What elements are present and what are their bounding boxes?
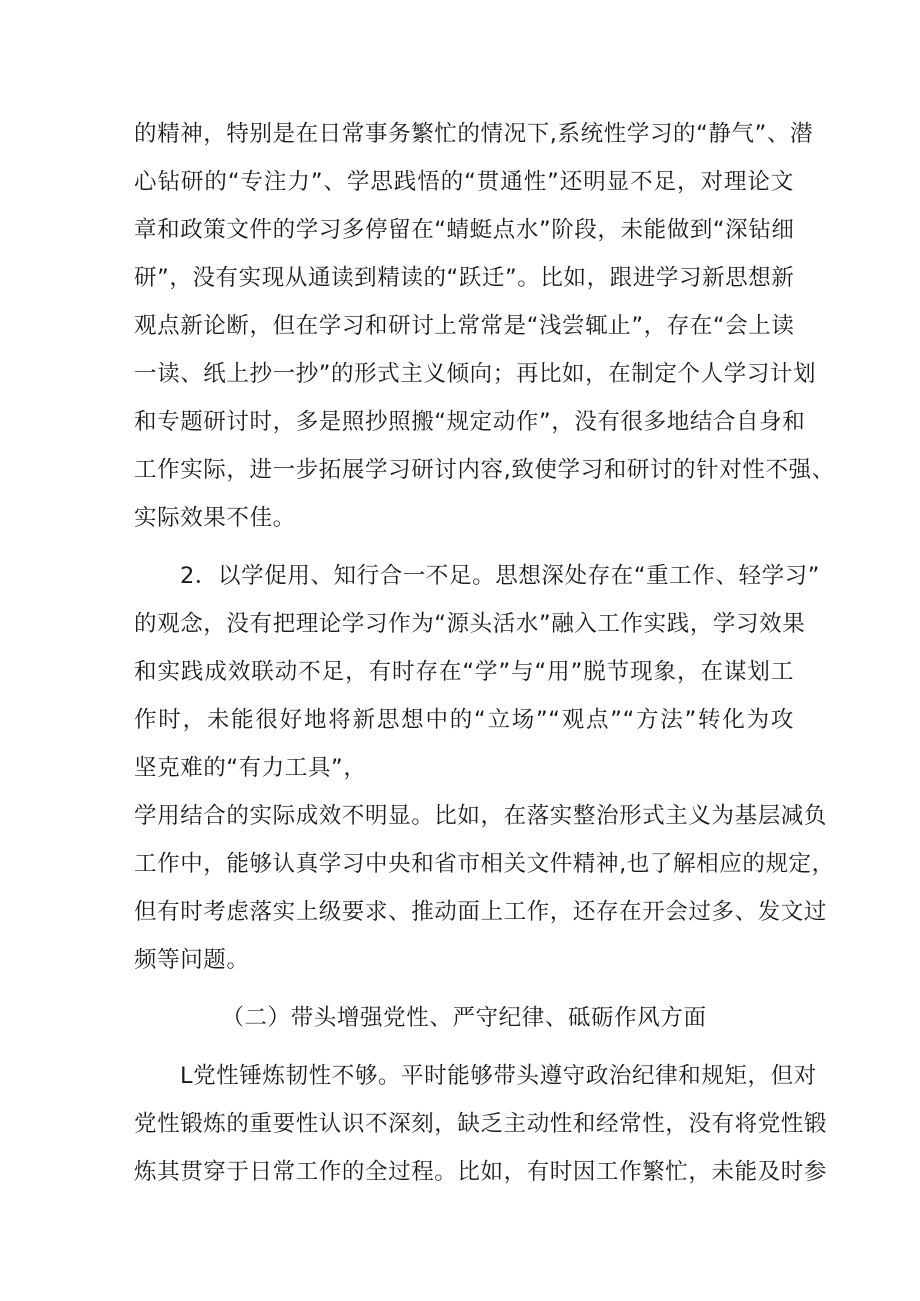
text-line: 和实践成效联动不足，有时存在“学”与“用”脱节现象，在谋划工 bbox=[134, 659, 794, 685]
text-line: 学用结合的实际成效不明显。比如，在落实整治形式主义为基层减负 bbox=[134, 803, 828, 829]
section-heading: （二）带头增强党性、严守纪律、砥砺作风方面 bbox=[221, 1005, 707, 1031]
text-line: 坚克难的“有力工具”， bbox=[134, 755, 367, 781]
text-line: 心钻研的“专注力”、学思践悟的“贯通性”还明显不足，对理论文 bbox=[134, 169, 794, 195]
text-line: 的观念，没有把理论学习作为“源头活水”融入工作实践，学习效果 bbox=[134, 611, 806, 637]
text-line: 但有时考虑落实上级要求、推动面上工作，还存在开会过多、发文过 bbox=[134, 899, 828, 925]
text-line: 工作实际，进一步拓展学习研讨内容,致使学习和研讨的针对性不强、 bbox=[134, 457, 835, 483]
text-line: 作时，未能很好地将新思想中的“立场”“观点”“方法”转化为攻 bbox=[134, 707, 794, 733]
paragraph-1 bbox=[134, 110, 835, 542]
text-line: 炼其贯穿于日常工作的全过程。比如，有时因工作繁忙，未能及时参 bbox=[134, 1159, 828, 1185]
text-line: 研”，没有实现从通读到精读的“跃迁”。比如，跟进学习新思想新 bbox=[134, 265, 795, 291]
text-line: 和专题研讨时，多是照抄照搬“规定动作”，没有很多地结合自身和 bbox=[134, 409, 806, 435]
text-line: L党性锤炼韧性不够。平时能够带头遵守政治纪律和规矩，但对 bbox=[180, 1063, 817, 1089]
text-line: 章和政策文件的学习多停留在“蜻蜓点水”阶段，未能做到“深钻细 bbox=[134, 217, 795, 243]
text-line: 实际效果不佳。 bbox=[134, 505, 296, 531]
document-body bbox=[134, 110, 835, 1196]
paragraph-3 bbox=[134, 792, 835, 984]
text-line: 的精神，特别是在日常事务繁忙的情况下,系统性学习的“静气”、潜 bbox=[134, 121, 814, 147]
paragraph-2 bbox=[134, 552, 821, 792]
text-line: 工作中，能够认真学习中央和省市相关文件精神,也了解相应的规定， bbox=[134, 851, 835, 877]
text-line: 一读、纸上抄一抄”的形式主义倾向；再比如，在制定个人学习计划 bbox=[134, 361, 817, 387]
paragraph-4 bbox=[134, 1052, 828, 1196]
text-line: 频等问题。 bbox=[134, 947, 250, 973]
text-line: 2．以学促用、知行合一不足。思想深处存在“重工作、轻学习” bbox=[180, 563, 821, 589]
text-line: 观点新论断，但在学习和研讨上常常是“浅尝辄止”，存在“会上读 bbox=[134, 313, 795, 339]
text-line: 党性锻炼的重要性认识不深刻，缺乏主动性和经常性，没有将党性锻 bbox=[134, 1111, 828, 1137]
